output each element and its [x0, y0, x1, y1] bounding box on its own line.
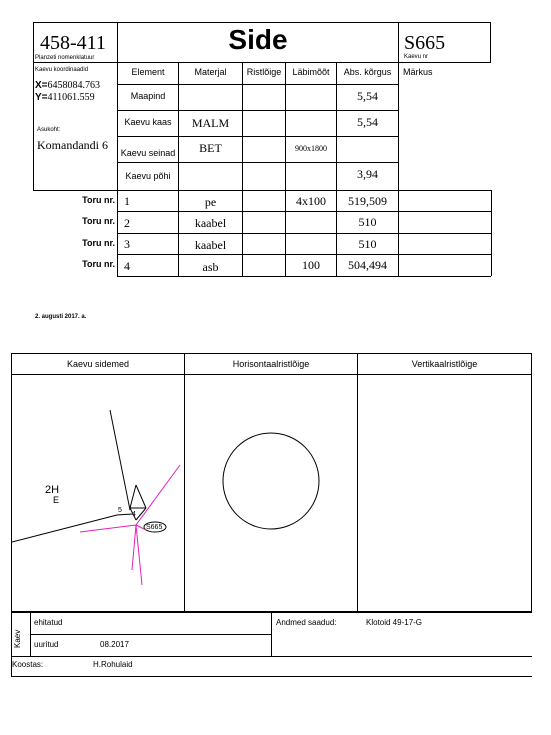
horizontal-section [185, 375, 357, 611]
cable-line [80, 525, 136, 532]
y-label: Y= [35, 92, 48, 103]
sketch-label-2h: 2H [45, 484, 60, 496]
y-value: 411061.559 [47, 92, 95, 103]
well-number: S665 [404, 32, 446, 54]
divider [117, 276, 491, 277]
coords-caption: Kaevu koordinaadid [35, 67, 89, 73]
cable-line [136, 525, 142, 585]
footer-surveyed-value: 08.2017 [100, 640, 129, 649]
col-cross-section: Ristlõige [246, 67, 282, 77]
divider [285, 63, 286, 276]
divider [33, 63, 34, 190]
location-caption: Asukoht: [37, 127, 61, 133]
pipe-number: 2 [124, 216, 130, 230]
col-material: Materjal [194, 67, 227, 77]
footer-side-label: Kaev [13, 629, 22, 648]
cell-abs: 5,54 [357, 115, 378, 129]
connections-sketch [12, 375, 184, 611]
divider [117, 136, 398, 137]
divider [117, 190, 398, 191]
pipe-material: pe [204, 195, 217, 209]
pipe-abs: 510 [358, 237, 377, 251]
pipe-label: Toru nr. [82, 216, 115, 226]
divider [11, 656, 532, 657]
pipe-line [12, 515, 117, 542]
divider [117, 110, 398, 111]
pipe-material: asb [202, 260, 219, 274]
col-title-horizontal: Horisontaalristlõige [232, 359, 310, 369]
footer-source-value: Klotoid 49-17-G [366, 618, 423, 627]
cable-line [136, 465, 180, 525]
col-abs-height: Abs. kõrgus [343, 67, 392, 77]
well-circle [223, 433, 319, 529]
divider [117, 84, 398, 85]
pipe-label: Toru nr. [82, 238, 115, 248]
divider [242, 63, 243, 276]
footer-author-label: Koostas: [12, 660, 44, 669]
cell-diameter: 900x1800 [295, 144, 327, 153]
divider [117, 162, 398, 163]
cell-element: Kaevu kaas [124, 117, 172, 127]
pipe-label: Toru nr. [82, 259, 115, 269]
cell-element: Kaevu seinad [120, 148, 176, 158]
pipe-abs: 510 [358, 215, 377, 229]
pipe-diameter: 100 [302, 258, 320, 272]
divider [30, 612, 31, 656]
cell-material: MALM [191, 116, 230, 130]
date-text: 2. augusti 2017. a. [35, 314, 87, 320]
sheet-code: 458-411 [40, 32, 106, 54]
divider [117, 190, 118, 276]
pipe-number: 1 [124, 194, 130, 208]
col-diameter: Läbimõõt [292, 67, 330, 77]
divider [271, 612, 272, 656]
cable-line [132, 525, 136, 570]
pipe-line [117, 514, 132, 515]
pipe-material: kaabel [194, 216, 227, 230]
pipe-diameter: 4x100 [296, 194, 326, 208]
col-title-vertical: Vertikaalristlõige [411, 359, 478, 369]
footer-author-value: H.Rohulaid [93, 660, 133, 669]
divider [398, 190, 491, 191]
footer-source-label: Andmed saadud: [276, 618, 337, 627]
divider [117, 254, 491, 255]
pipe-material: kaabel [194, 238, 227, 252]
col-element: Element [131, 67, 165, 77]
pipe-number: 3 [124, 237, 130, 251]
divider [398, 22, 399, 276]
col-title-connections: Kaevu sidemed [66, 359, 130, 369]
divider [30, 634, 271, 635]
location-value: Komandandi 6 [37, 138, 108, 152]
pipe-abs: 504,494 [348, 258, 387, 272]
divider [33, 190, 118, 191]
page-title: Side [228, 24, 288, 55]
cell-abs: 3,94 [357, 167, 378, 181]
cell-element: Maapind [130, 91, 166, 101]
footer-surveyed-label: uuritud [34, 640, 59, 649]
x-label: X= [35, 80, 48, 91]
pipe-label: Toru nr. [82, 195, 115, 205]
sketch-label-e: E [53, 495, 60, 505]
divider [117, 211, 491, 212]
x-value: 6458084.763 [47, 80, 101, 91]
pipe-line [110, 410, 130, 510]
pipe-number: 4 [124, 259, 130, 273]
sketch-label-4: 4 [132, 511, 136, 518]
footer-built-label: ehitatud [34, 618, 63, 627]
pipe-abs: 519,509 [348, 194, 387, 208]
sheet-code-caption: Planzeti nomenklatuur [35, 55, 95, 61]
col-note: Märkus [403, 67, 433, 77]
divider [357, 353, 358, 612]
sketch-label-5: 5 [118, 507, 122, 514]
cell-element: Kaevu põhi [125, 171, 171, 181]
well-number-caption: Kaevu nr [404, 54, 429, 60]
divider [491, 190, 492, 276]
cell-abs: 5,54 [357, 89, 378, 103]
sketch-well-label: S665 [146, 524, 163, 531]
pipe-line [130, 485, 136, 508]
divider [11, 676, 532, 677]
cell-material: BET [199, 141, 222, 155]
pipe-line [136, 485, 146, 508]
divider [117, 233, 491, 234]
